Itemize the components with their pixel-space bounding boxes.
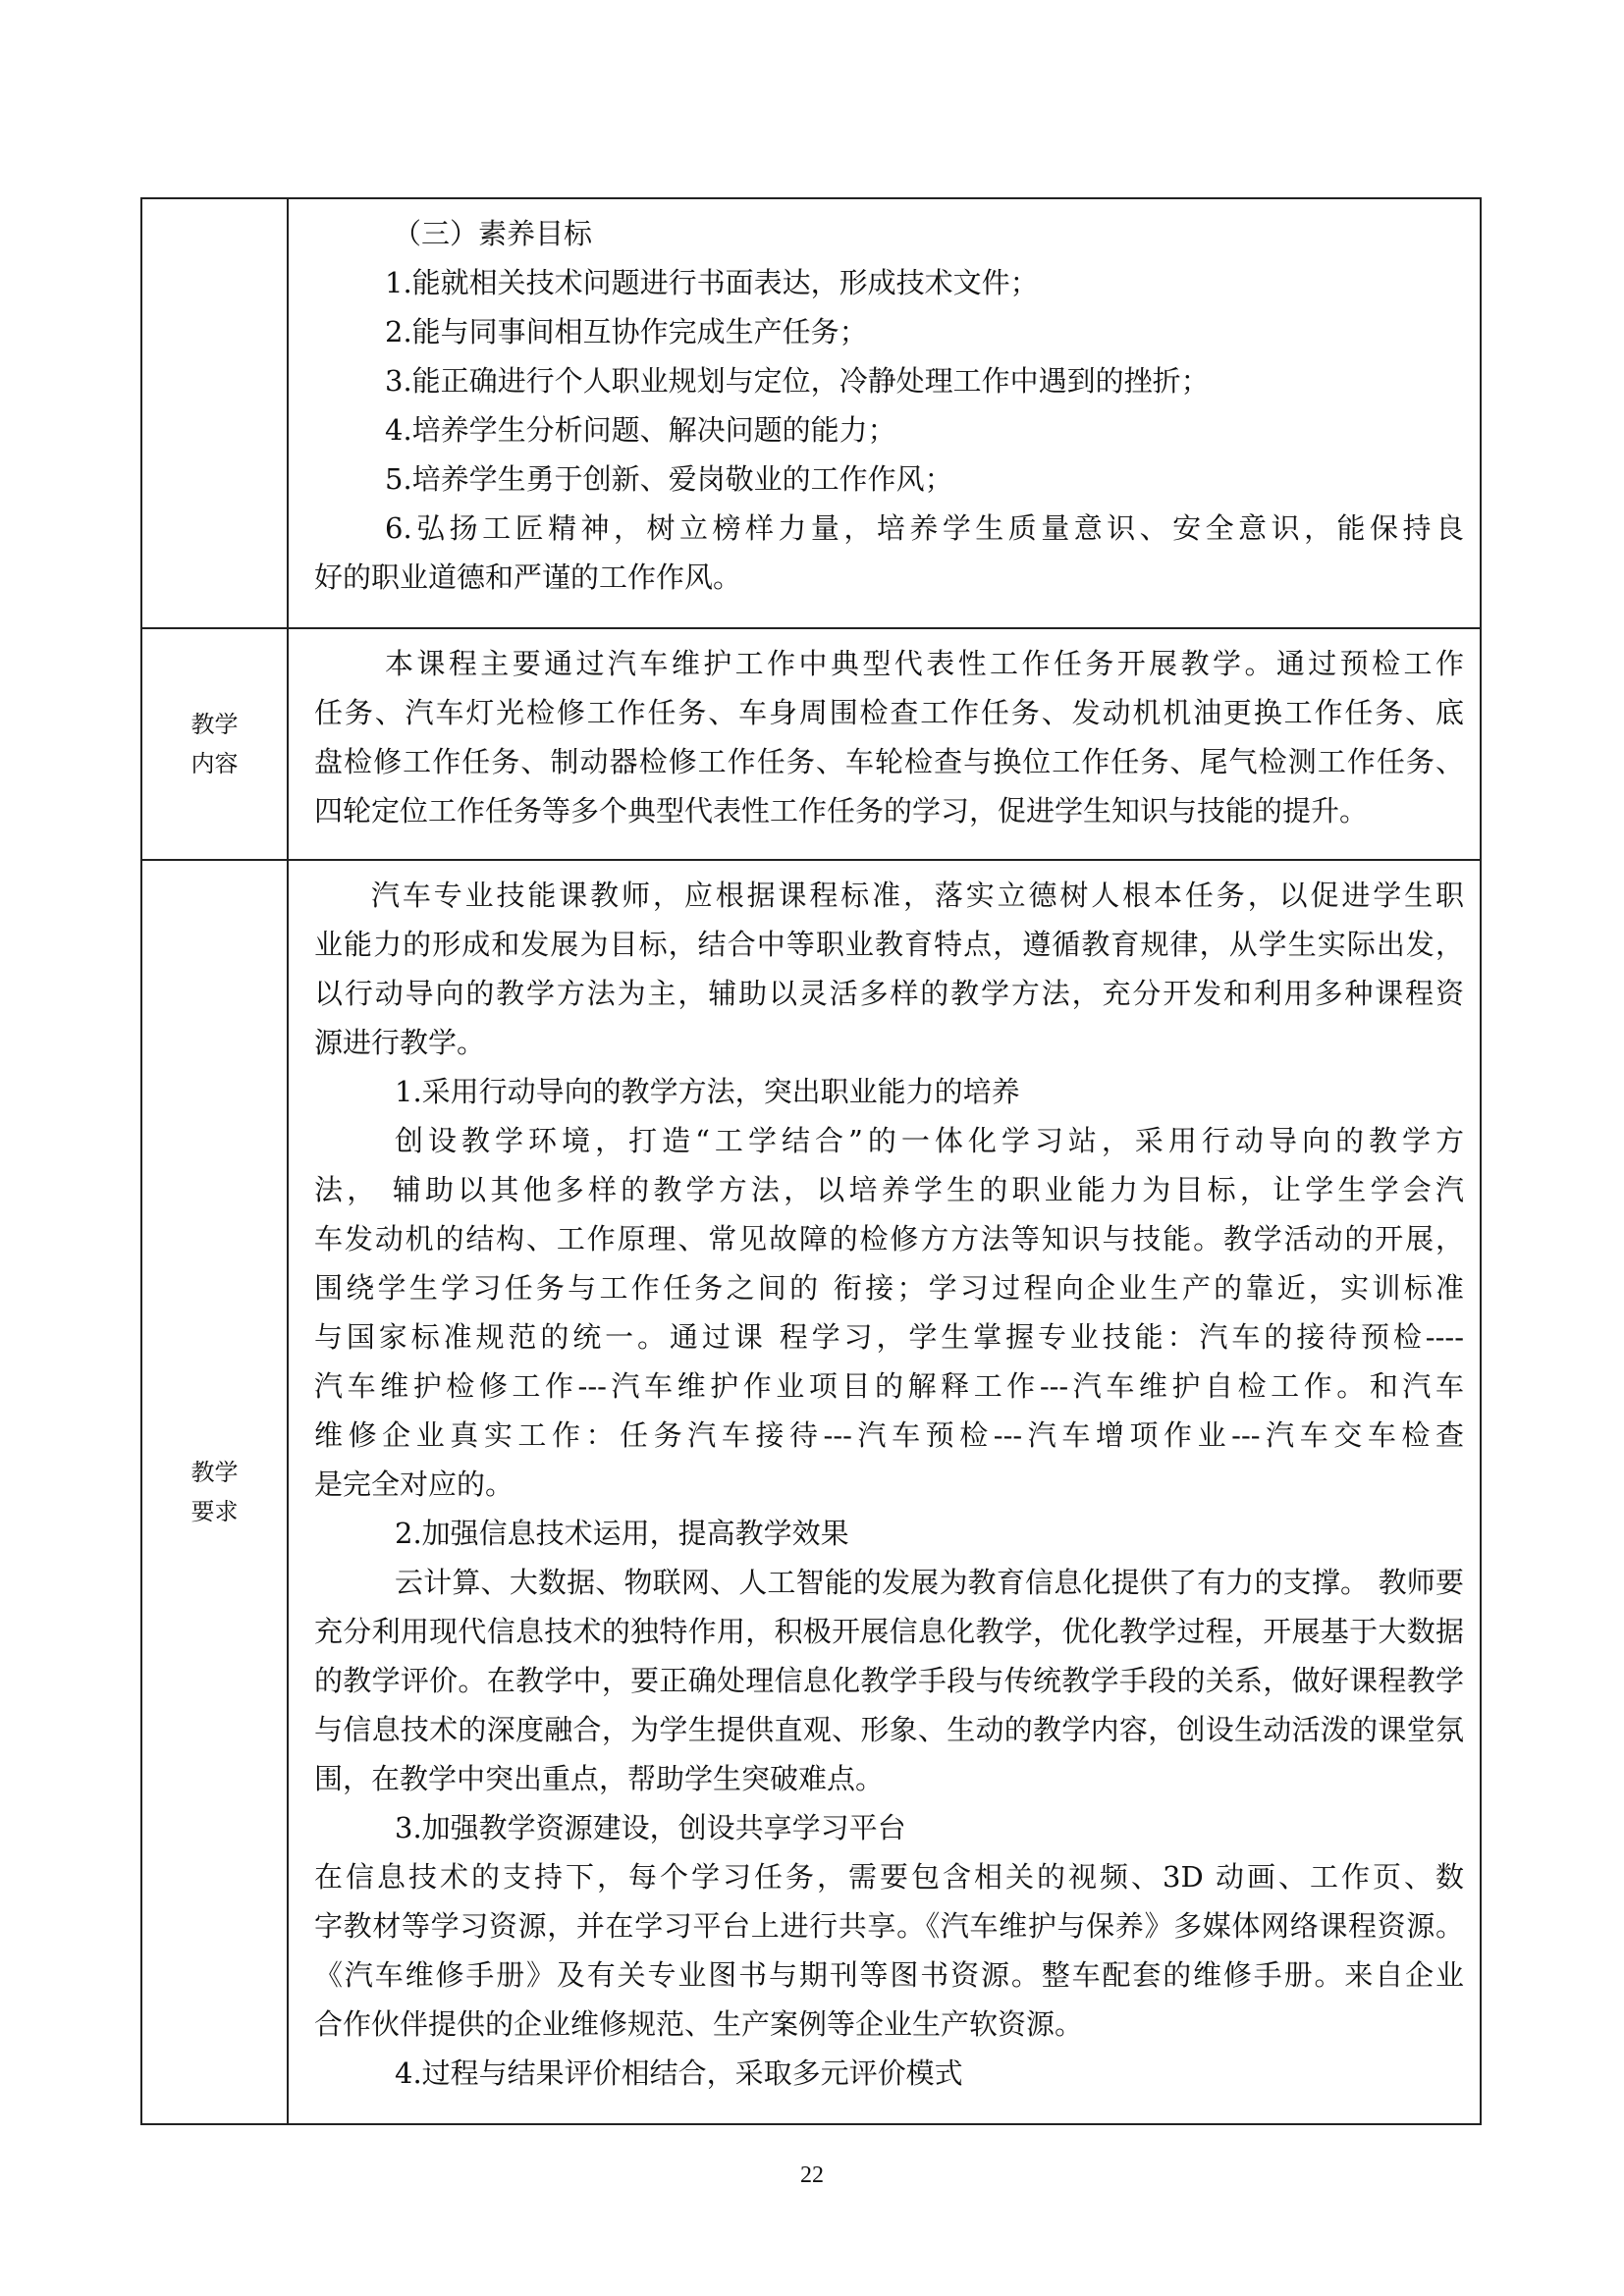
paragraph (314, 454, 1464, 504)
row-label-text: 教学 (190, 1459, 239, 1486)
paragraph (314, 2049, 1464, 2098)
text-line: 5.培养学生勇于创新、爱岗敬业的工作作风； (385, 462, 953, 496)
text-line: 任务、汽车灯光检修工作任务、车身周围检查工作任务、发动机机油更换工作任务、底 (314, 696, 1464, 729)
row-content-cell (288, 628, 1481, 860)
text-line: 充分利用现代信息技术的独特作用，积极开展信息化教学，优化教学过程，开展基于大数据 (314, 1615, 1464, 1648)
text-line: 1.能就相关技术问题进行书面表达，形成技术文件； (385, 266, 1039, 299)
text-line: 是完全对应的。 (314, 1468, 514, 1501)
table-row (141, 628, 1481, 860)
text-line: 围，在教学中突出重点，帮助学生突破难点。 (314, 1762, 885, 1795)
text-line: 源进行教学。 (314, 1026, 486, 1059)
course-standard-table (140, 197, 1482, 2125)
text-line: 四轮定位工作任务等多个典型代表性工作任务的学习，促进学生知识与技能的提升。 (314, 794, 1369, 828)
table-row (141, 860, 1481, 2124)
row-label-cell (141, 860, 288, 2124)
text-line: 6.弘扬工匠精神，树立榜样力量，培养学生质量意识、安全意识，能保持良 (385, 511, 1464, 545)
row-label-cell (141, 628, 288, 860)
row-label-text: 内容 (190, 750, 239, 777)
paragraph (314, 1509, 1464, 1558)
paragraph (314, 1852, 1464, 2049)
paragraph (314, 1116, 1464, 1509)
row-label-text: 要求 (190, 1498, 239, 1525)
text-line: 盘检修工作任务、制动器检修工作任务、车轮检查与换位工作任务、尾气检测工作任务、 (314, 745, 1464, 778)
text-line: 字教材等学习资源，并在学习平台上进行共享。《汽车维护与保养》多媒体网络课程资源。 (314, 1909, 1464, 1943)
paragraph (314, 258, 1464, 307)
text-line: 的教学评价。在教学中，要正确处理信息化教学手段与传统教学手段的关系，做好课程教学 (314, 1664, 1464, 1697)
text-line: 4.过程与结果评价相结合，采取多元评价模式 (395, 2056, 963, 2090)
paragraph (314, 1803, 1464, 1852)
table-row (141, 198, 1481, 628)
text-line: 合作伙伴提供的企业维修规范、生产案例等企业生产软资源。 (314, 2007, 1084, 2041)
row-label-text: 教学 (190, 711, 239, 738)
text-line: （三）素养目标 (393, 217, 593, 250)
text-line: 3.能正确进行个人职业规划与定位，冷静处理工作中遇到的挫折； (385, 364, 1210, 398)
text-line: 创设教学环境，打造“工学结合”的一体化学习站，采用行动导向的教学方 (395, 1124, 1464, 1157)
paragraph (314, 1558, 1464, 1803)
text-line: 围绕学生学习任务与工作任务之间的 衔接；学习过程向企业生产的靠近，实训标准 (314, 1271, 1464, 1305)
text-line: 业能力的形成和发展为目标，结合中等职业教育特点，遵循教育规律，从学生实际出发， (314, 928, 1464, 961)
text-line: 与国家标准规范的统一。通过课 程学习，学生掌握专业技能：汽车的接待预检---- (314, 1320, 1464, 1354)
text-line: 好的职业道德和严谨的工作作风。 (314, 561, 742, 594)
row-content-cell (288, 198, 1481, 628)
text-line: 2.加强信息技术运用，提高教学效果 (395, 1517, 849, 1550)
paragraph (314, 1067, 1464, 1116)
text-line: 汽车维护检修工作---汽车维护作业项目的解释工作---汽车维护自检工作。和汽车 (314, 1369, 1464, 1403)
row-label-cell (141, 198, 288, 628)
text-line: 《汽车维修手册》及有关专业图书与期刊等图书资源。整车配套的维修手册。来自企业 (314, 1958, 1464, 1992)
text-line: 法， 辅助以其他多样的教学方法，以培养学生的职业能力为目标，让学生学会汽 (314, 1173, 1464, 1206)
text-line: 与信息技术的深度融合，为学生提供直观、形象、生动的教学内容，创设生动活泼的课堂氛 (314, 1713, 1464, 1746)
paragraph (314, 356, 1464, 405)
text-line: 3.加强教学资源建设，创设共享学习平台 (395, 1811, 906, 1844)
text-line: 汽车专业技能课教师，应根据课程标准，落实立德树人根本任务，以促进学生职 (371, 879, 1464, 912)
text-line: 云计算、大数据、物联网、人工智能的发展为教育信息化提供了有力的支撑。 教师要 (395, 1566, 1464, 1599)
row-content-cell (288, 860, 1481, 2124)
text-line: 2.能与同事间相互协作完成生产任务； (385, 315, 868, 348)
paragraph (314, 639, 1464, 835)
paragraph (314, 405, 1464, 454)
paragraph (314, 307, 1464, 356)
paragraph (314, 209, 1464, 258)
text-line: 以行动导向的教学方法为主，辅助以灵活多样的教学方法，充分开发和利用多种课程资 (314, 977, 1464, 1010)
text-line: 在信息技术的支持下，每个学习任务，需要包含相关的视频、3D 动画、工作页、数 (314, 1860, 1464, 1894)
text-line: 4.培养学生分析问题、解决问题的能力； (385, 413, 896, 447)
text-line: 维修企业真实工作：任务汽车接待---汽车预检---汽车增项作业---汽车交车检查 (314, 1418, 1464, 1452)
paragraph (314, 504, 1464, 602)
text-line: 本课程主要通过汽车维护工作中典型代表性工作任务开展教学。通过预检工作 (385, 647, 1464, 680)
page-number: 22 (800, 2163, 824, 2188)
text-line: 车发动机的结构、工作原理、常见故障的检修方方法等知识与技能。教学活动的开展， (314, 1222, 1464, 1255)
text-line: 1.采用行动导向的教学方法，突出职业能力的培养 (395, 1075, 1020, 1108)
paragraph (314, 871, 1464, 1067)
